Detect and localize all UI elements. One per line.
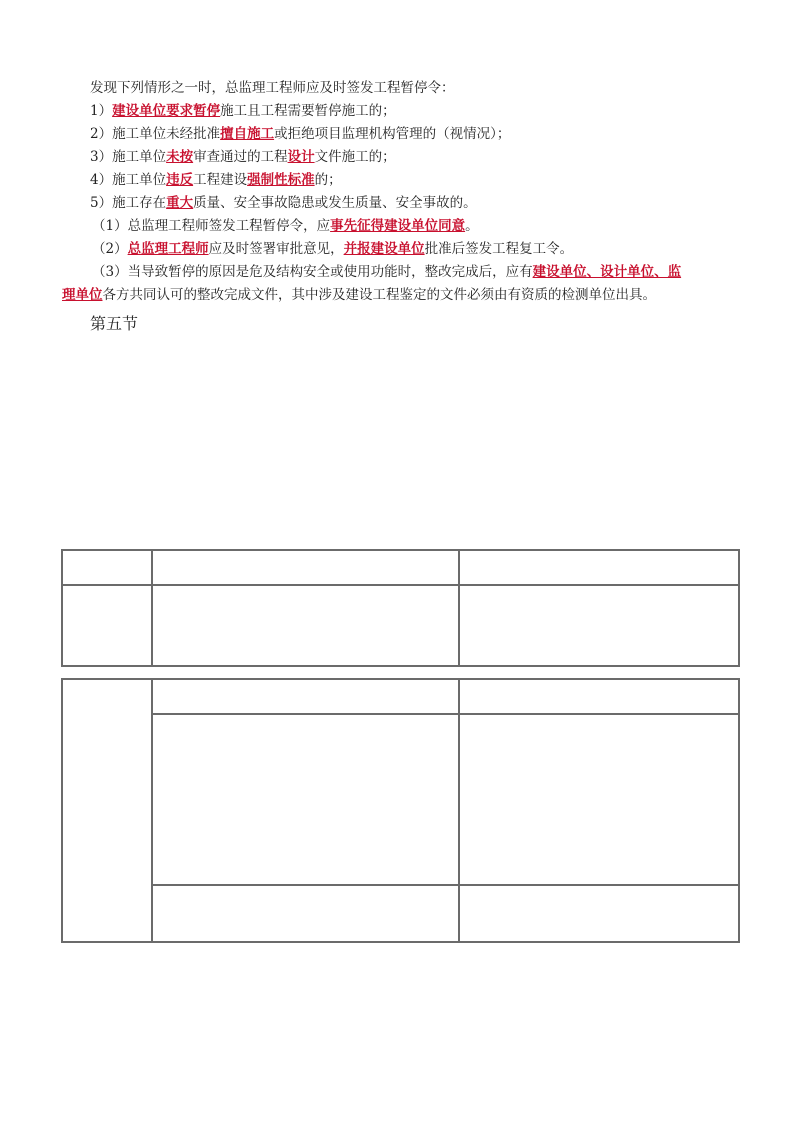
table-cell [152, 679, 459, 714]
text-segment: 审查通过的工程 [193, 149, 288, 165]
rule-item-1 [92, 215, 479, 237]
text-segment: 。 [465, 218, 479, 234]
text-segment: 4）施工单位 [90, 172, 167, 188]
table-cell [459, 714, 739, 885]
text-segment: 各方共同认可的整改完成文件，其中涉及建设工程鉴定的文件必须由有资质的检测单位出具。 [102, 287, 656, 303]
table-row [62, 714, 739, 885]
text-segment: （1）总监理工程师签发工程暂停令，应 [92, 218, 331, 234]
highlight-segment: 未按 [166, 149, 194, 165]
rule-item-3-continued [62, 284, 656, 306]
table-cell [459, 679, 739, 714]
table-cell [459, 885, 739, 942]
table-cell [62, 550, 152, 585]
highlight-segment: 并报建设单位 [343, 241, 425, 257]
table-cell [152, 585, 459, 666]
table-upper [61, 549, 740, 667]
highlight-segment: 事先征得建设单位同意 [330, 218, 466, 234]
text-segment: 文件施工的； [314, 149, 396, 165]
list-item-5 [90, 192, 477, 214]
table-row [62, 885, 739, 942]
table-cell [152, 885, 459, 942]
section-heading: 第五节 [90, 314, 139, 333]
highlight-segment: 设计 [287, 149, 315, 165]
text-segment: 施工且工程需要暂停施工的； [220, 103, 396, 119]
table-row [62, 585, 739, 666]
text-segment: 质量、安全事故隐患或发生质量、安全事故的。 [193, 195, 477, 211]
list-item-2 [90, 123, 510, 145]
table-cell [459, 550, 739, 585]
highlight-segment: 理单位 [62, 287, 103, 303]
table-cell [62, 585, 152, 666]
text-segment: 1） [90, 103, 113, 119]
table-cell [152, 714, 459, 885]
text-segment: 批准后签发工程复工令。 [424, 241, 574, 257]
table-cell [62, 679, 152, 942]
text-segment: 应及时签署审批意见， [208, 241, 344, 257]
highlight-segment: 强制性标准 [247, 172, 315, 188]
text-segment: 3）施工单位 [90, 149, 167, 165]
text-segment: 或拒绝项目监理机构管理的（视情况）； [274, 126, 511, 142]
list-item-4 [90, 169, 342, 191]
intro-line [90, 77, 455, 99]
table-lower [61, 678, 740, 943]
rule-item-3 [92, 261, 681, 283]
text-segment: （3）当导致暂停的原因是危及结构安全或使用功能时，整改完成后，应有 [92, 264, 533, 280]
text-segment: 工程建设 [193, 172, 248, 188]
text-segment: （2） [92, 241, 128, 257]
text-segment: 的； [314, 172, 342, 188]
text-segment: 发现下列情形之一时，总监理工程师应及时签发工程暂停令： [90, 80, 455, 96]
list-item-1 [90, 100, 396, 122]
highlight-segment: 重大 [166, 195, 194, 211]
highlight-segment: 总监理工程师 [127, 241, 209, 257]
text-segment: 5）施工存在 [90, 195, 167, 211]
highlight-segment: 违反 [166, 172, 194, 188]
table-cell [459, 585, 739, 666]
table-row [62, 679, 739, 714]
list-item-3 [90, 146, 396, 168]
highlight-segment: 擅自施工 [220, 126, 275, 142]
highlight-segment: 建设单位、设计单位、监 [532, 264, 682, 280]
text-segment: 2）施工单位未经批准 [90, 126, 221, 142]
highlight-segment: 建设单位要求暂停 [112, 103, 221, 119]
table-cell [152, 550, 459, 585]
rule-item-2 [92, 238, 573, 260]
table-row [62, 550, 739, 585]
